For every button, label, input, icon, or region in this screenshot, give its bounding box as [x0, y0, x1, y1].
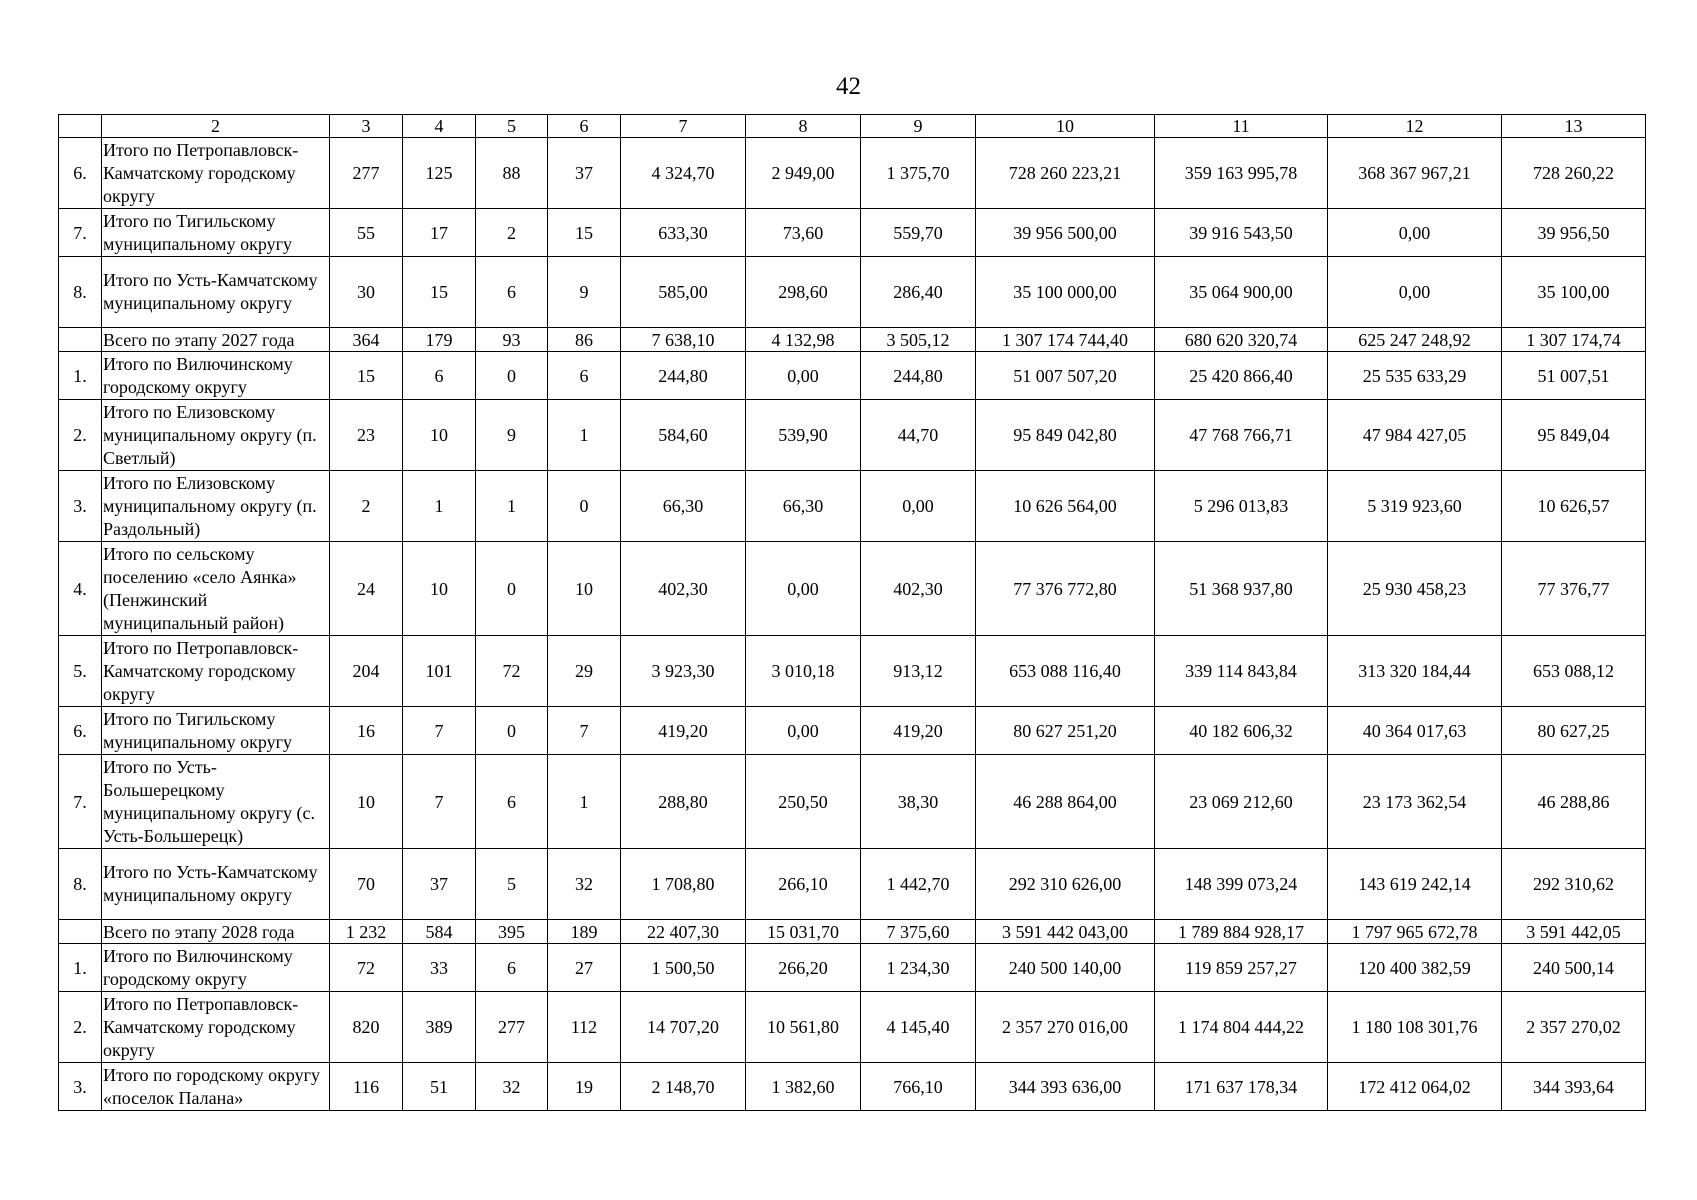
col-10-cell: 728 260 223,21	[976, 138, 1155, 209]
col-6-cell: 86	[548, 328, 621, 352]
col-8-cell: 2 949,00	[746, 138, 861, 209]
col-7-cell: 402,30	[621, 542, 746, 636]
col-13-cell: 95 849,04	[1502, 400, 1646, 471]
col-7-cell: 4 324,70	[621, 138, 746, 209]
col-3-cell: 55	[330, 209, 403, 257]
header-cell: 10	[976, 115, 1155, 138]
row-index-cell	[59, 328, 102, 352]
col-11-cell: 148 399 073,24	[1155, 849, 1328, 920]
col-5-cell: 6	[476, 755, 548, 849]
col-8-cell: 298,60	[746, 257, 861, 328]
col-9-cell: 286,40	[861, 257, 976, 328]
row-index-cell	[59, 920, 102, 944]
col-7-cell: 2 148,70	[621, 1063, 746, 1111]
header-cell: 8	[746, 115, 861, 138]
col-6-cell: 29	[548, 636, 621, 707]
col-13-cell: 240 500,14	[1502, 944, 1646, 992]
col-7-cell: 584,60	[621, 400, 746, 471]
col-6-cell: 37	[548, 138, 621, 209]
col-11-cell: 51 368 937,80	[1155, 542, 1328, 636]
col-10-cell: 292 310 626,00	[976, 849, 1155, 920]
col-4-cell: 389	[403, 992, 476, 1063]
col-3-cell: 204	[330, 636, 403, 707]
col-8-cell: 15 031,70	[746, 920, 861, 944]
col-9-cell: 419,20	[861, 707, 976, 755]
col-13-cell: 35 100,00	[1502, 257, 1646, 328]
col-4-cell: 10	[403, 400, 476, 471]
header-cell: 13	[1502, 115, 1646, 138]
row-index-cell: 2.	[59, 400, 102, 471]
row-name-cell: Итого по Петропавловск-Камчатскому городскому округу	[102, 636, 330, 707]
col-4-cell: 6	[403, 352, 476, 400]
col-3-cell: 10	[330, 755, 403, 849]
table-row	[59, 707, 1646, 755]
col-4-cell: 17	[403, 209, 476, 257]
col-9-cell: 7 375,60	[861, 920, 976, 944]
col-4-cell: 10	[403, 542, 476, 636]
table-row	[59, 471, 1646, 542]
col-10-cell: 10 626 564,00	[976, 471, 1155, 542]
header-cell: 12	[1328, 115, 1502, 138]
col-5-cell: 93	[476, 328, 548, 352]
col-6-cell: 1	[548, 755, 621, 849]
header-cell: 4	[403, 115, 476, 138]
col-12-cell: 625 247 248,92	[1328, 328, 1502, 352]
row-index-cell: 2.	[59, 992, 102, 1063]
col-6-cell: 9	[548, 257, 621, 328]
col-9-cell: 3 505,12	[861, 328, 976, 352]
col-11-cell: 40 182 606,32	[1155, 707, 1328, 755]
col-10-cell: 2 357 270 016,00	[976, 992, 1155, 1063]
row-index-cell: 3.	[59, 1063, 102, 1111]
col-9-cell: 766,10	[861, 1063, 976, 1111]
col-12-cell: 23 173 362,54	[1328, 755, 1502, 849]
col-8-cell: 10 561,80	[746, 992, 861, 1063]
col-7-cell: 22 407,30	[621, 920, 746, 944]
col-9-cell: 1 375,70	[861, 138, 976, 209]
col-11-cell: 119 859 257,27	[1155, 944, 1328, 992]
row-name-cell: Всего по этапу 2027 года	[102, 328, 330, 352]
header-cell: 9	[861, 115, 976, 138]
col-3-cell: 16	[330, 707, 403, 755]
col-3-cell: 72	[330, 944, 403, 992]
col-7-cell: 14 707,20	[621, 992, 746, 1063]
row-name-cell: Итого по Вилючинскому городскому округу	[102, 352, 330, 400]
row-index-cell: 3.	[59, 471, 102, 542]
col-6-cell: 189	[548, 920, 621, 944]
row-index-cell: 4.	[59, 542, 102, 636]
col-5-cell: 395	[476, 920, 548, 944]
table-row	[59, 1063, 1646, 1111]
col-9-cell: 1 442,70	[861, 849, 976, 920]
col-8-cell: 0,00	[746, 352, 861, 400]
table-row	[59, 849, 1646, 920]
col-5-cell: 5	[476, 849, 548, 920]
col-6-cell: 10	[548, 542, 621, 636]
col-11-cell: 171 637 178,34	[1155, 1063, 1328, 1111]
col-5-cell: 0	[476, 707, 548, 755]
col-12-cell: 172 412 064,02	[1328, 1063, 1502, 1111]
col-7-cell: 1 708,80	[621, 849, 746, 920]
col-6-cell: 32	[548, 849, 621, 920]
col-13-cell: 728 260,22	[1502, 138, 1646, 209]
col-4-cell: 584	[403, 920, 476, 944]
table-row	[59, 542, 1646, 636]
col-8-cell: 266,10	[746, 849, 861, 920]
row-name-cell: Итого по городскому округу «поселок Палана»	[102, 1063, 330, 1111]
col-4-cell: 125	[403, 138, 476, 209]
col-10-cell: 35 100 000,00	[976, 257, 1155, 328]
col-13-cell: 653 088,12	[1502, 636, 1646, 707]
col-10-cell: 51 007 507,20	[976, 352, 1155, 400]
col-5-cell: 1	[476, 471, 548, 542]
row-name-cell: Всего по этапу 2028 года	[102, 920, 330, 944]
table-body	[59, 115, 1646, 1111]
col-8-cell: 539,90	[746, 400, 861, 471]
col-4-cell: 37	[403, 849, 476, 920]
row-name-cell: Итого по Петропавловск-Камчатскому городскому округу	[102, 138, 330, 209]
col-13-cell: 1 307 174,74	[1502, 328, 1646, 352]
header-row	[59, 115, 1646, 138]
col-9-cell: 244,80	[861, 352, 976, 400]
col-10-cell: 653 088 116,40	[976, 636, 1155, 707]
col-12-cell: 25 930 458,23	[1328, 542, 1502, 636]
col-13-cell: 80 627,25	[1502, 707, 1646, 755]
col-8-cell: 250,50	[746, 755, 861, 849]
col-10-cell: 240 500 140,00	[976, 944, 1155, 992]
col-8-cell: 0,00	[746, 542, 861, 636]
col-13-cell: 344 393,64	[1502, 1063, 1646, 1111]
col-10-cell: 3 591 442 043,00	[976, 920, 1155, 944]
col-3-cell: 70	[330, 849, 403, 920]
col-11-cell: 1 174 804 444,22	[1155, 992, 1328, 1063]
row-index-cell: 6.	[59, 707, 102, 755]
header-cell: 3	[330, 115, 403, 138]
row-index-cell: 1.	[59, 944, 102, 992]
table-row	[59, 138, 1646, 209]
row-index-cell: 7.	[59, 209, 102, 257]
col-8-cell: 0,00	[746, 707, 861, 755]
col-4-cell: 33	[403, 944, 476, 992]
col-9-cell: 1 234,30	[861, 944, 976, 992]
col-11-cell: 47 768 766,71	[1155, 400, 1328, 471]
row-name-cell: Итого по сельскому поселению «село Аянка» (Пенжинский муниципальный район)	[102, 542, 330, 636]
col-10-cell: 95 849 042,80	[976, 400, 1155, 471]
row-index-cell: 5.	[59, 636, 102, 707]
row-name-cell: Итого по Усть-Камчатскому муниципальному округу	[102, 849, 330, 920]
row-name-cell: Итого по Петропавловск-Камчатскому городскому округу	[102, 992, 330, 1063]
col-6-cell: 1	[548, 400, 621, 471]
col-7-cell: 633,30	[621, 209, 746, 257]
col-13-cell: 292 310,62	[1502, 849, 1646, 920]
row-index-cell: 1.	[59, 352, 102, 400]
col-10-cell: 46 288 864,00	[976, 755, 1155, 849]
col-6-cell: 7	[548, 707, 621, 755]
row-name-cell: Итого по Тигильскому муниципальному округу	[102, 707, 330, 755]
col-13-cell: 51 007,51	[1502, 352, 1646, 400]
col-10-cell: 344 393 636,00	[976, 1063, 1155, 1111]
col-3-cell: 15	[330, 352, 403, 400]
col-12-cell: 143 619 242,14	[1328, 849, 1502, 920]
col-12-cell: 120 400 382,59	[1328, 944, 1502, 992]
col-3-cell: 277	[330, 138, 403, 209]
col-5-cell: 6	[476, 944, 548, 992]
col-12-cell: 40 364 017,63	[1328, 707, 1502, 755]
col-9-cell: 0,00	[861, 471, 976, 542]
col-5-cell: 9	[476, 400, 548, 471]
col-12-cell: 5 319 923,60	[1328, 471, 1502, 542]
col-11-cell: 23 069 212,60	[1155, 755, 1328, 849]
col-4-cell: 1	[403, 471, 476, 542]
col-12-cell: 47 984 427,05	[1328, 400, 1502, 471]
col-5-cell: 32	[476, 1063, 548, 1111]
row-name-cell: Итого по Тигильскому муниципальному округу	[102, 209, 330, 257]
col-9-cell: 402,30	[861, 542, 976, 636]
table-row	[59, 944, 1646, 992]
col-5-cell: 0	[476, 352, 548, 400]
col-11-cell: 1 789 884 928,17	[1155, 920, 1328, 944]
col-8-cell: 1 382,60	[746, 1063, 861, 1111]
table-row	[59, 755, 1646, 849]
total-row	[59, 328, 1646, 352]
col-7-cell: 66,30	[621, 471, 746, 542]
row-name-cell: Итого по Вилючинскому городскому округу	[102, 944, 330, 992]
col-7-cell: 1 500,50	[621, 944, 746, 992]
col-13-cell: 10 626,57	[1502, 471, 1646, 542]
row-index-cell: 6.	[59, 138, 102, 209]
row-name-cell: Итого по Елизовскому муниципальному округу (п. Раздольный)	[102, 471, 330, 542]
col-7-cell: 3 923,30	[621, 636, 746, 707]
col-5-cell: 6	[476, 257, 548, 328]
table-row	[59, 352, 1646, 400]
col-3-cell: 1 232	[330, 920, 403, 944]
header-cell	[59, 115, 102, 138]
col-8-cell: 73,60	[746, 209, 861, 257]
header-cell: 5	[476, 115, 548, 138]
col-12-cell: 0,00	[1328, 209, 1502, 257]
col-5-cell: 0	[476, 542, 548, 636]
col-11-cell: 680 620 320,74	[1155, 328, 1328, 352]
col-3-cell: 2	[330, 471, 403, 542]
table-row	[59, 636, 1646, 707]
header-cell: 6	[548, 115, 621, 138]
col-10-cell: 80 627 251,20	[976, 707, 1155, 755]
col-3-cell: 24	[330, 542, 403, 636]
col-5-cell: 88	[476, 138, 548, 209]
header-cell: 2	[102, 115, 330, 138]
col-5-cell: 277	[476, 992, 548, 1063]
col-6-cell: 0	[548, 471, 621, 542]
row-name-cell: Итого по Усть-Камчатскому муниципальному округу	[102, 257, 330, 328]
col-11-cell: 359 163 995,78	[1155, 138, 1328, 209]
col-8-cell: 266,20	[746, 944, 861, 992]
col-11-cell: 39 916 543,50	[1155, 209, 1328, 257]
row-index-cell: 8.	[59, 257, 102, 328]
col-12-cell: 1 797 965 672,78	[1328, 920, 1502, 944]
col-4-cell: 51	[403, 1063, 476, 1111]
col-12-cell: 25 535 633,29	[1328, 352, 1502, 400]
col-12-cell: 313 320 184,44	[1328, 636, 1502, 707]
table-row	[59, 257, 1646, 328]
col-7-cell: 419,20	[621, 707, 746, 755]
col-8-cell: 66,30	[746, 471, 861, 542]
col-10-cell: 39 956 500,00	[976, 209, 1155, 257]
col-6-cell: 27	[548, 944, 621, 992]
col-9-cell: 913,12	[861, 636, 976, 707]
col-6-cell: 15	[548, 209, 621, 257]
row-name-cell: Итого по Елизовскому муниципальному округу (п. Светлый)	[102, 400, 330, 471]
col-9-cell: 44,70	[861, 400, 976, 471]
col-13-cell: 46 288,86	[1502, 755, 1646, 849]
total-row	[59, 920, 1646, 944]
col-13-cell: 39 956,50	[1502, 209, 1646, 257]
row-index-cell: 8.	[59, 849, 102, 920]
col-13-cell: 2 357 270,02	[1502, 992, 1646, 1063]
col-13-cell: 77 376,77	[1502, 542, 1646, 636]
header-cell: 11	[1155, 115, 1328, 138]
page-number: 42	[836, 73, 861, 100]
col-10-cell: 1 307 174 744,40	[976, 328, 1155, 352]
col-12-cell: 368 367 967,21	[1328, 138, 1502, 209]
table-row	[59, 992, 1646, 1063]
col-3-cell: 364	[330, 328, 403, 352]
row-index-cell: 7.	[59, 755, 102, 849]
col-4-cell: 101	[403, 636, 476, 707]
col-7-cell: 244,80	[621, 352, 746, 400]
col-11-cell: 35 064 900,00	[1155, 257, 1328, 328]
col-11-cell: 5 296 013,83	[1155, 471, 1328, 542]
col-6-cell: 112	[548, 992, 621, 1063]
col-3-cell: 820	[330, 992, 403, 1063]
table-row	[59, 209, 1646, 257]
col-10-cell: 77 376 772,80	[976, 542, 1155, 636]
col-12-cell: 0,00	[1328, 257, 1502, 328]
col-11-cell: 339 114 843,84	[1155, 636, 1328, 707]
header-cell: 7	[621, 115, 746, 138]
col-3-cell: 23	[330, 400, 403, 471]
col-9-cell: 38,30	[861, 755, 976, 849]
col-12-cell: 1 180 108 301,76	[1328, 992, 1502, 1063]
col-11-cell: 25 420 866,40	[1155, 352, 1328, 400]
col-6-cell: 19	[548, 1063, 621, 1111]
col-3-cell: 116	[330, 1063, 403, 1111]
col-8-cell: 4 132,98	[746, 328, 861, 352]
table-row	[59, 400, 1646, 471]
col-8-cell: 3 010,18	[746, 636, 861, 707]
row-name-cell: Итого по Усть-Большерецкому муниципальному округу (с. Усть-Большерецк)	[102, 755, 330, 849]
col-5-cell: 72	[476, 636, 548, 707]
col-7-cell: 288,80	[621, 755, 746, 849]
col-9-cell: 4 145,40	[861, 992, 976, 1063]
col-4-cell: 7	[403, 755, 476, 849]
col-13-cell: 3 591 442,05	[1502, 920, 1646, 944]
col-4-cell: 179	[403, 328, 476, 352]
col-7-cell: 585,00	[621, 257, 746, 328]
data-table	[58, 114, 1646, 1111]
col-5-cell: 2	[476, 209, 548, 257]
col-4-cell: 7	[403, 707, 476, 755]
col-3-cell: 30	[330, 257, 403, 328]
col-9-cell: 559,70	[861, 209, 976, 257]
col-4-cell: 15	[403, 257, 476, 328]
col-6-cell: 6	[548, 352, 621, 400]
col-7-cell: 7 638,10	[621, 328, 746, 352]
